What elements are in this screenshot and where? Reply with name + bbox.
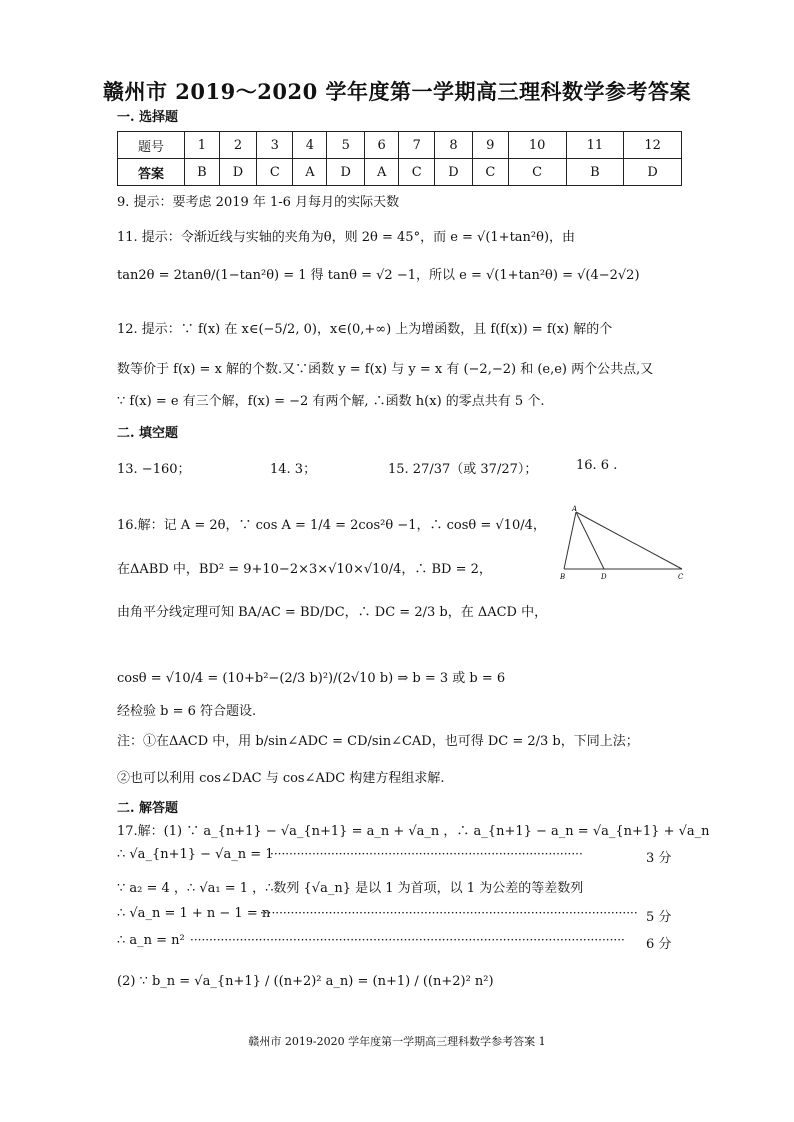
- solution-q16-line4: cosθ = √10/4 = (10+b²−(2/3 b)²)/(2√10 b) ⇒ b = 3 或 b = 6: [117, 671, 506, 686]
- table-cell: D: [219, 159, 257, 186]
- segment-ad: [576, 512, 604, 569]
- section-solutions: 二. 解答题: [117, 801, 179, 816]
- table-cell: 9: [472, 132, 508, 159]
- vertex-c-label: C: [678, 573, 684, 581]
- answer-q13: 13. −160；: [117, 462, 191, 477]
- solution-q16-line7: ②也可以利用 cos∠DAC 与 cos∠ADC 构建方程组求解.: [117, 771, 445, 786]
- table-cell: 8: [435, 132, 473, 159]
- table-cell: C: [257, 159, 293, 186]
- table-cell: C: [399, 159, 435, 186]
- table-cell: 3: [257, 132, 293, 159]
- table-cell: D: [624, 159, 682, 186]
- table-row-numbers: [118, 132, 682, 159]
- page-footer: 赣州市 2019-2020 学年度第一学期高三理科数学参考答案 1: [248, 1035, 546, 1048]
- section-multiple-choice: 一. 选择题: [117, 110, 179, 125]
- vertex-d-label: D: [601, 573, 607, 581]
- table-cell: 4: [293, 132, 327, 159]
- score-6: 6 分: [646, 937, 672, 952]
- answer-q15: 15. 27/37（或 37/27）；: [388, 462, 538, 477]
- solution-q17-line3: ∵ a₂ = 4 ，∴ √a₁ = 1 ，∴数列 {√a_n} 是以 1 为首项，以 1 为公差的等差数列: [117, 881, 584, 896]
- hint-q12-line2: 数等价于 f(x) = x 解的个数.又∵函数 y = f(x) 与 y = x 有 (−2,−2) 和 (e,e) 两个公共点,又: [117, 362, 654, 377]
- hint-q9: 9. 提示：要考虑 2019 年 1-6 月每月的实际天数: [117, 195, 400, 210]
- table-cell: 6: [365, 132, 399, 159]
- score-5: 5 分: [646, 910, 672, 925]
- solution-q16-line1: 16.解：记 A = 2θ，∵ cos A = 1/4 = 2cos²θ −1，∴ cosθ = √10/4，: [117, 518, 546, 533]
- solution-q17-line6: (2) ∵ b_n = √a_{n+1} / ((n+2)² a_n) = (n+1) / ((n+2)² n²): [117, 974, 494, 989]
- solution-q16-line2: 在ΔABD 中，BD² = 9+10−2×3×√10×√10/4，∴ BD = 2，: [117, 562, 492, 577]
- table-row-answers: [118, 159, 682, 186]
- table-cell: A: [293, 159, 327, 186]
- answer-q14: 14. 3；: [270, 462, 317, 477]
- table-cell: 7: [399, 132, 435, 159]
- solution-q16-line5: 经检验 b = 6 符合题设.: [117, 704, 257, 719]
- score-3: 3 分: [646, 851, 672, 866]
- hint-q11-line2: tan2θ = 2tanθ/(1−tan²θ) = 1 得 tanθ = √2 −1，所以 e = √(1+tan²θ) = √(4−2√2): [117, 268, 640, 283]
- table-cell: B: [185, 159, 220, 186]
- section-fill-blank: 二. 填空题: [117, 426, 179, 441]
- table-cell: C: [508, 159, 566, 186]
- table-cell: 11: [566, 132, 624, 159]
- table-cell: D: [435, 159, 473, 186]
- table-row-label: 答案: [118, 159, 185, 186]
- table-cell: 12: [624, 132, 682, 159]
- side-ab: [564, 512, 576, 569]
- leader-dots: ··················································································································: [190, 933, 625, 947]
- leader-dots: ··················································································: [270, 847, 583, 861]
- answer-q16: 16. 6 .: [576, 458, 618, 473]
- answer-table: [117, 131, 682, 186]
- table-cell: 2: [219, 132, 257, 159]
- table-cell: 5: [327, 132, 365, 159]
- solution-q17-line5: ∴ a_n = n²: [117, 933, 185, 948]
- solution-q16-line6: 注：①在ΔACD 中，用 b/sin∠ADC = CD/sin∠CAD，也可得 DC = 2/3 b，下同上法；: [117, 734, 639, 749]
- vertex-b-label: B: [560, 573, 566, 581]
- table-cell: A: [365, 159, 399, 186]
- solution-q17-line1: 17.解：(1) ∵ a_{n+1} − √a_{n+1} = a_n + √a_n ，∴ a_{n+1} − a_n = √a_{n+1} + √a_n: [117, 824, 710, 839]
- table-row-label: 题号: [118, 132, 185, 159]
- vertex-a-label: A: [572, 505, 578, 513]
- table-cell: 10: [508, 132, 566, 159]
- hint-q12-line3: ∵ f(x) = e 有三个解，f(x) = −2 有两个解, ∴函数 h(x) 的零点共有 5 个.: [117, 394, 545, 409]
- page-title: 赣州市 2019～2020 学年度第一学期高三理科数学参考答案: [102, 79, 691, 104]
- table-cell: D: [327, 159, 365, 186]
- triangle-diagram: [556, 502, 691, 584]
- table-cell: 1: [185, 132, 220, 159]
- hint-q11-line1: 11. 提示：令渐近线与实轴的夹角为θ，则 2θ = 45°，而 e = √(1+tan²θ)，由: [117, 230, 576, 245]
- table-cell: C: [472, 159, 508, 186]
- solution-q17-line2: ∴ √a_{n+1} − √a_n = 1: [117, 847, 274, 862]
- leader-dots: ···································································································: [260, 906, 638, 920]
- table-cell: B: [566, 159, 624, 186]
- solution-q17-line4: ∴ √a_n = 1 + n − 1 = n: [117, 906, 271, 921]
- solution-q16-line3: 由角平分线定理可知 BA/AC = BD/DC，∴ DC = 2/3 b，在 ΔACD 中，: [117, 605, 548, 620]
- hint-q12-line1: 12. 提示：∵ f(x) 在 x∈(−5/2, 0)，x∈(0,+∞) 上为增函数，且 f(f(x)) = f(x) 解的个: [117, 322, 613, 337]
- side-ac: [576, 512, 682, 569]
